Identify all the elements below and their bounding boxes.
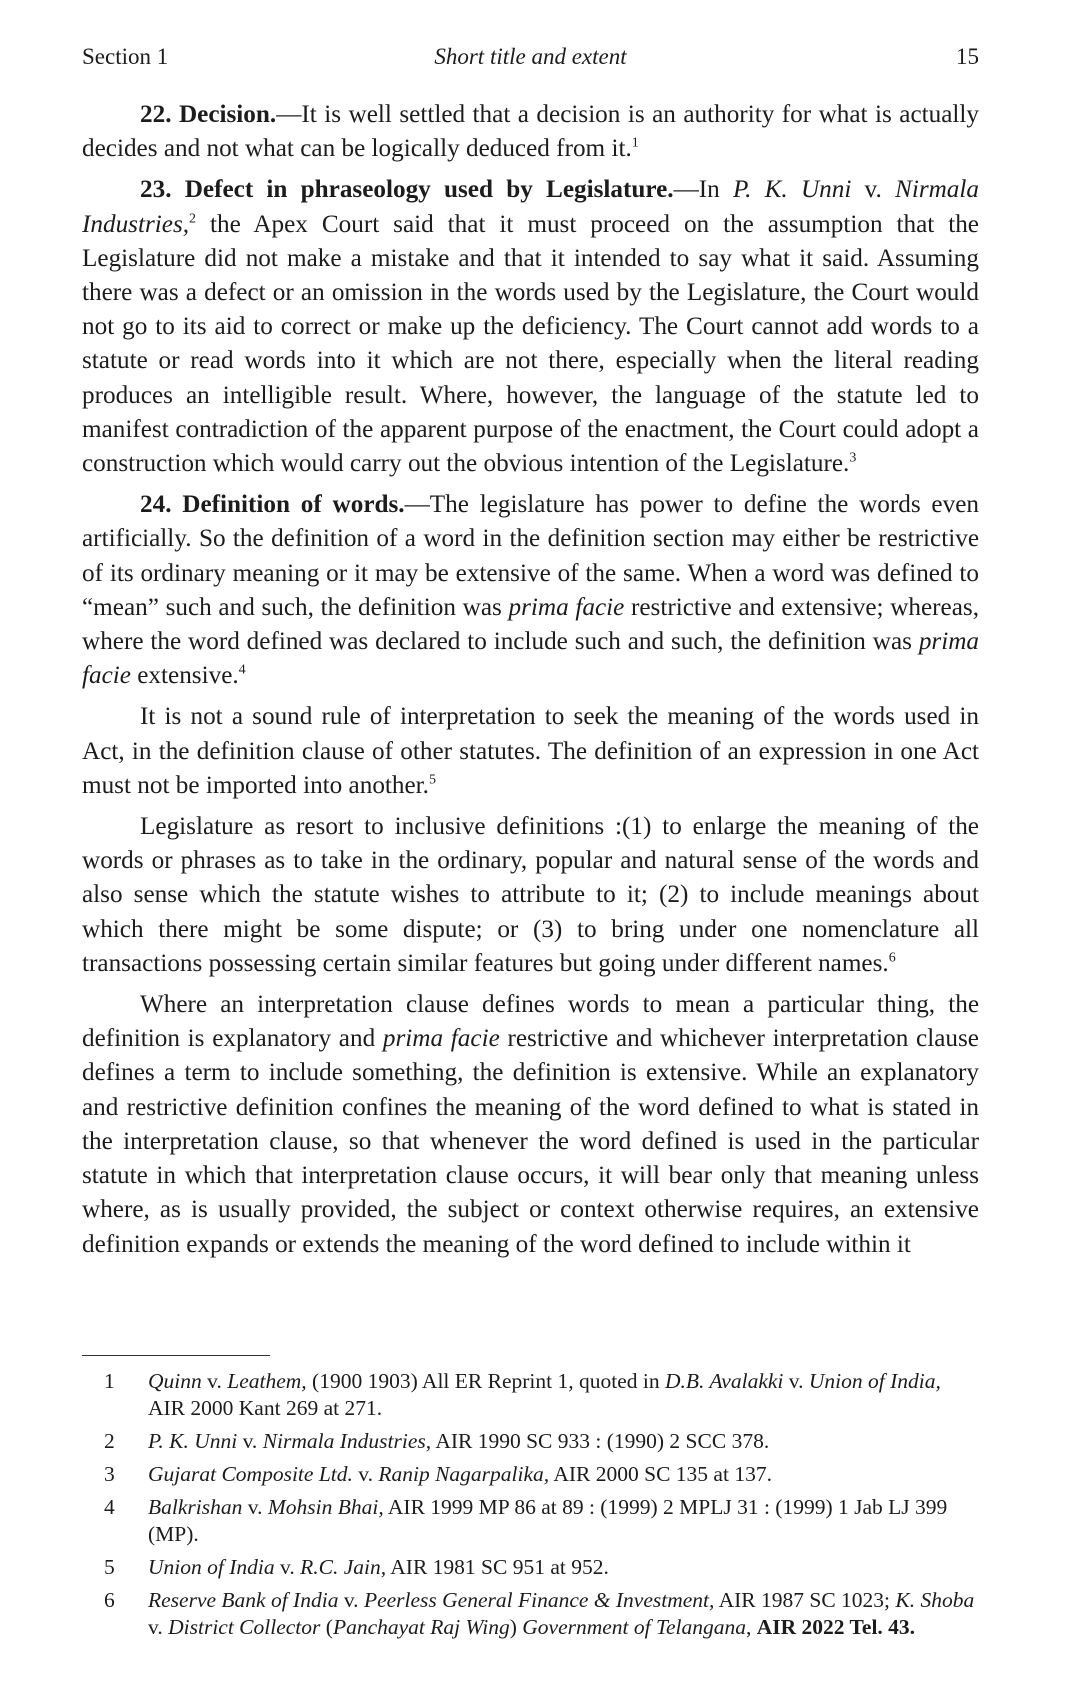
case-party: Nirmala Industries, — [262, 1429, 432, 1453]
footnote-text: AIR 1981 SC 951 at 952. — [386, 1555, 609, 1579]
latin-term: prima facie — [508, 593, 625, 621]
paragraph-heading: 24. Definition of words. — [140, 491, 405, 519]
case-party: Government of Telangana — [522, 1615, 746, 1639]
case-party: Gujarat Composite Ltd. — [148, 1462, 353, 1486]
paragraph-text: It is not a sound rule of interpretation to seek the meaning of the words used in Act, in the definition clause of other statutes. The definition of an expression in one Act must not be imported into another. — [82, 703, 979, 799]
running-header — [82, 44, 979, 78]
footnote-5 — [82, 1554, 979, 1581]
footnote-ref: 2 — [189, 211, 197, 227]
footnote-divider — [82, 1355, 270, 1356]
case-party: P. K. Unni — [148, 1429, 238, 1453]
footnote-number: 4 — [104, 1495, 115, 1519]
footnote-text: AIR 2000 Kant 269 at 271. — [148, 1396, 383, 1420]
case-party: Panchayat Raj Wing — [332, 1615, 510, 1639]
paragraph-24-definition-of-words — [82, 488, 979, 693]
paragraph-heading: 22. Decision. — [140, 101, 277, 128]
case-party: K. Shoba — [895, 1588, 975, 1612]
footnote-text: v. — [352, 1462, 379, 1486]
case-party: Quinn — [148, 1369, 202, 1393]
footnote-number: 2 — [104, 1429, 115, 1453]
footnote-text: AIR 1990 SC 933 : (1990) 2 SCC 378. — [431, 1429, 770, 1453]
case-party: Union of India, — [808, 1369, 941, 1393]
case-name: Nirmala Industries, — [82, 176, 979, 238]
footnote-text: ( — [320, 1615, 333, 1639]
page-number: 15 — [956, 44, 979, 69]
paragraph-inclusive-definitions — [82, 810, 979, 981]
paragraph-text: v. — [851, 176, 896, 204]
paragraph-text: restrictive and extensive; whereas, where the word defined was declared to include such and such, the definition was — [82, 593, 979, 656]
footnote-3 — [82, 1461, 979, 1488]
case-name: P. K. Unni — [732, 176, 852, 204]
footnote-2 — [82, 1428, 979, 1455]
footnote-ref: 1 — [631, 135, 639, 151]
paragraph-text: restrictive and whichever interpretation clause defines a term to include something, the definition is extensive. While an explanatory and restrictive definition confines the meaning of the word defined to what is stated in the interpretation clause, so that whenever the word defined is used in the particular statute in which that interpretation clause occurs, it will bear only that meaning unless where, as is usually provided, the subject or context otherwise requires, an extensive definition expands or extends the meaning of the word defined to include within it — [82, 1025, 979, 1258]
paragraph-23-defect-in-phraseology — [82, 173, 979, 481]
footnote-text: v. — [274, 1555, 301, 1579]
footnote-ref: 3 — [849, 450, 857, 466]
footnote-text: AIR 1987 SC 1023; — [714, 1588, 896, 1612]
body-text — [82, 98, 979, 1262]
footnote-ref: 6 — [888, 950, 896, 966]
case-party: R.C. Jain, — [300, 1555, 387, 1579]
case-party: D.B. Avalakki — [664, 1369, 784, 1393]
footnote-number: 1 — [104, 1369, 115, 1393]
case-party: Reserve Bank of India — [148, 1588, 339, 1612]
case-party: Balkrishan — [148, 1495, 243, 1519]
paragraph-text: —In — [673, 176, 733, 204]
case-party: District Collector — [168, 1615, 321, 1639]
paragraph-interpretation-rule — [82, 700, 979, 803]
footnote-text: AIR 2000 SC 135 at 137. — [549, 1462, 772, 1486]
case-party: Union of India — [148, 1555, 275, 1579]
footnote-ref: 5 — [428, 772, 436, 788]
paragraph-22-decision — [82, 98, 979, 166]
footnote-text: ) — [509, 1615, 523, 1639]
paragraph-text: the Apex Court said that it must proceed on the assumption that the Legislature did not make a mistake and that it intended to say what it said. Assuming there was a defect or an omission in the words used by the Legislature, the Court would not go to its aid to correct or make up the deficiency. The Court cannot add words to a statute or read words into it which are not there, especially when the literal reading produces an intelligible result. Where, however, the language of the statute led to manifest contradiction of the apparent purpose of the enactment, the Court could adopt a construction which would carry out the obvious intention of the Legislature. — [82, 210, 979, 478]
footnote-text: v. — [783, 1369, 809, 1393]
paragraph-text: —It is well settled that a decision is an authority for what is actually decides and not what can be logically deduced from it. — [82, 101, 979, 163]
footnote-text: (1900 1903) All ER Reprint 1, quoted in — [306, 1369, 665, 1393]
header-title: Short title and extent — [434, 44, 627, 69]
footnote-text: v. — [237, 1429, 263, 1453]
case-party: Mohsin Bhai, — [267, 1495, 384, 1519]
paragraph-heading: 23. Defect in phraseology used by Legislature. — [140, 176, 674, 204]
citation-bold: AIR 2022 Tel. 43. — [756, 1615, 916, 1639]
paragraph-text: extensive. — [130, 662, 239, 690]
footnote-4 — [82, 1494, 979, 1548]
paragraph-text: Where an interpretation clause defines words to mean a particular thing, the definition is explanatory and — [82, 991, 979, 1053]
footnote-number: 6 — [104, 1588, 115, 1612]
latin-term: prima facie — [382, 1025, 500, 1053]
footnote-text: v. — [338, 1588, 364, 1612]
case-party: Ranip Nagarpalika, — [378, 1462, 550, 1486]
case-party: Leathem, — [227, 1369, 307, 1393]
footnote-text: v. — [148, 1615, 169, 1639]
footnote-ref: 4 — [238, 662, 246, 678]
footnotes — [82, 1368, 979, 1647]
footnote-text: v. — [242, 1495, 268, 1519]
paragraph-interpretation-clause — [82, 988, 979, 1262]
latin-term: prima facie — [82, 628, 979, 690]
case-party: Peerless General Finance & Investment, — [363, 1588, 715, 1612]
footnote-number: 5 — [104, 1555, 115, 1579]
paragraph-text: Legislature as resort to inclusive definitions :(1) to enlarge the meaning of the words or phrases as to take in the ordinary, popular and natural sense of the words and also sense which the statute wishes to attribute to it; (2) to include meanings about which there might be some dispute; or (3) to bring under one nomenclature all transactions possessing certain similar features but going under different names. — [82, 813, 979, 977]
footnote-text: , — [746, 1615, 757, 1639]
footnote-6 — [82, 1587, 979, 1641]
paragraph-text: —The legislature has power to define the words even artificially. So the definition of a word in the definition section may either be restrictive of its ordinary meaning or it may be extensive of the same. When a word was defined to “mean” such and such, the definition was — [82, 491, 979, 621]
footnote-text: AIR 1999 MP 86 at 89 : (1999) 2 MPLJ 31 : (1999) 1 Jab LJ 399 (MP). — [148, 1495, 948, 1546]
footnote-text: v. — [201, 1369, 228, 1393]
footnote-number: 3 — [104, 1462, 115, 1486]
header-section: Section 1 — [82, 44, 169, 69]
footnote-1 — [82, 1368, 979, 1422]
